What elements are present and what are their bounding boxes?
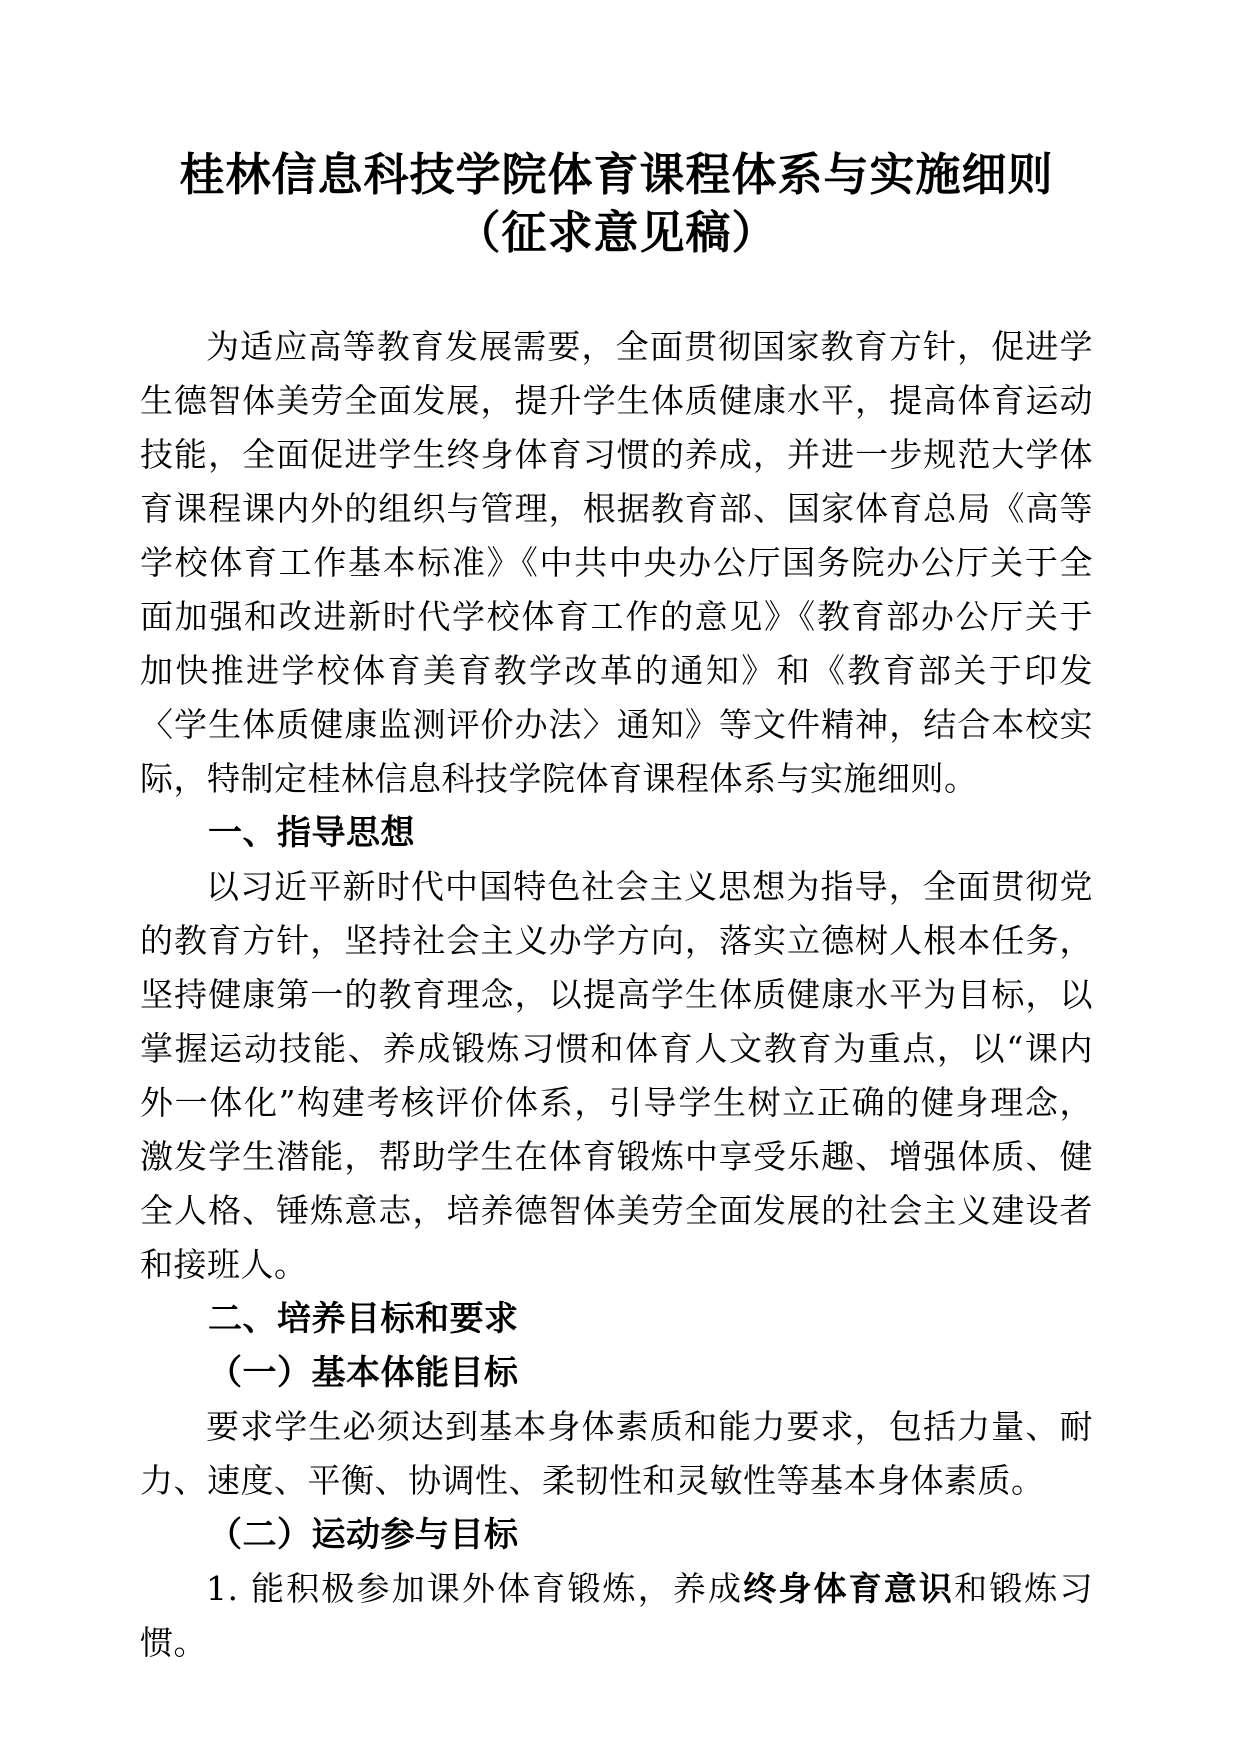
sub-section-heading: （二）运动参与目标 (208, 1515, 519, 1555)
document-title-line2: （征求意见稿） (455, 206, 778, 259)
paragraph: 要求学生必须达到基本身体素质和能力要求，包括力量、耐力、速度、平衡、协调性、柔韧性和灵敏性等基本身体素质。 (140, 1407, 1093, 1500)
list-item (140, 1562, 1093, 1670)
paragraph: 以习近平新时代中国特色社会主义思想为指导，全面贯彻党的教育方针，坚持社会主义办学方向，落实立德树人根本任务，坚持健康第一的教育理念，以提高学生体质健康水平为目标，以掌握运动技能、养成锻炼习惯和体育人文教育为重点，以“课内外一体化”构建考核评价体系，引导学生树立正确的健身理念，激发学生潜能，帮助学生在体育锻炼中享受乐趣、增强体质、健全人格、锤炼意志，培养德智体美劳全面发展的社会主义建设者和接班人。 (140, 867, 1093, 1284)
sub-section-heading: （一）基本体能目标 (208, 1353, 519, 1393)
bold-text-run: 终身体育意识 (743, 1569, 955, 1608)
text-run: 和锻炼习惯。 (140, 1569, 1094, 1662)
section-heading: 二、培养目标和要求 (208, 1299, 519, 1339)
document-content (140, 0, 1093, 1670)
paragraph: 为适应高等教育发展需要，全面贯彻国家教育方针，促进学生德智体美劳全面发展，提升学生体质健康水平，提高体育运动技能，全面促进学生终身体育习惯的养成，并进一步规范大学体育课程课内外的组织与管理，根据教育部、国家体育总局《高等学校体育工作基本标准》《中共中央办公厅国务院办公厅关于全面加强和改进新时代学校体育工作的意见》《教育部办公厅关于加快推进学校体育美育教学改革的通知》和《教育部关于印发〈学生体质健康监测评价办法〉通知》等文件精神，结合本校实际，特制定桂林信息科技学院体育课程体系与实施细则。 (140, 327, 1093, 798)
section-heading: 一、指导思想 (208, 813, 415, 853)
document-title (140, 146, 1093, 262)
document-title-line1: 桂林信息科技学院体育课程体系与实施细则 (179, 148, 1054, 201)
text-run: 1. 能积极参加课外体育锻炼，养成 (206, 1569, 744, 1608)
document-body (140, 320, 1093, 1670)
